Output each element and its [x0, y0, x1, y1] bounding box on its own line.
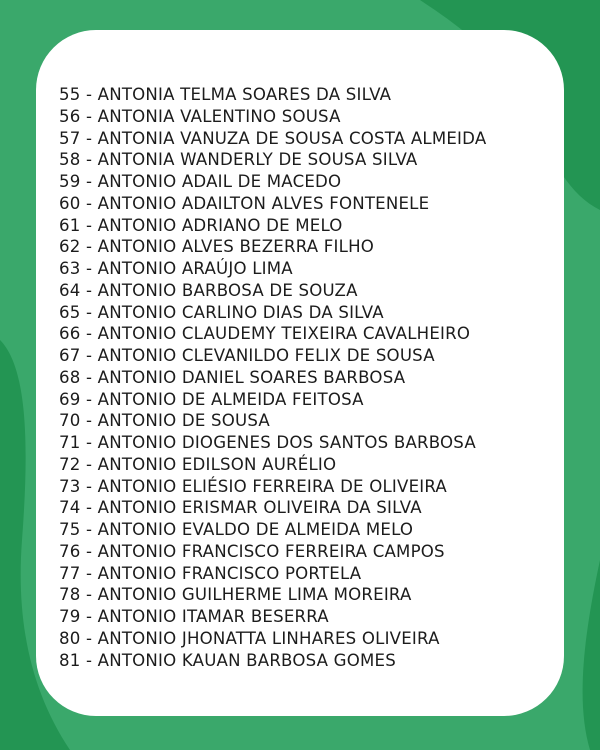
list-item: 75 - ANTONIO EVALDO DE ALMEIDA MELO — [59, 520, 414, 539]
list-item: 62 - ANTONIO ALVES BEZERRA FILHO — [59, 237, 375, 257]
list-item: 80 - ANTONIO JHONATTA LINHARES OLIVEIRA — [59, 628, 440, 648]
list-item: 59 - ANTONIO ADAIL DE MACEDO — [59, 172, 342, 191]
names-list — [59, 84, 486, 671]
list-item: 65 - ANTONIO CARLINO DIAS DA SILVA — [59, 302, 384, 322]
list-item: 77 - ANTONIO FRANCISCO PORTELA — [59, 563, 362, 583]
list-item: 67 - ANTONIO CLEVANILDO FELIX DE SOUSA — [59, 346, 435, 365]
list-item: 78 - ANTONIO GUILHERME LIMA MOREIRA — [59, 585, 412, 605]
list-item: 72 - ANTONIO EDILSON AURÉLIO — [59, 454, 337, 474]
list-item: 57 - ANTONIA VANUZA DE SOUSA COSTA ALMEIDA — [59, 128, 487, 148]
list-item: 60 - ANTONIO ADAILTON ALVES FONTENELE — [59, 193, 430, 213]
list-item: 58 - ANTONIA WANDERLY DE SOUSA SILVA — [59, 150, 418, 170]
list-item: 64 - ANTONIO BARBOSA DE SOUZA — [59, 280, 358, 300]
list-item: 74 - ANTONIO ERISMAR OLIVEIRA DA SILVA — [59, 498, 422, 518]
list-item: 69 - ANTONIO DE ALMEIDA FEITOSA — [59, 389, 364, 409]
list-item: 61 - ANTONIO ADRIANO DE MELO — [59, 215, 343, 235]
list-item: 56 - ANTONIA VALENTINO SOUSA — [59, 106, 341, 126]
list-item: 81 - ANTONIO KAUAN BARBOSA GOMES — [59, 650, 396, 670]
list-item: 63 - ANTONIO ARAÚJO LIMA — [59, 259, 293, 278]
list-item: 71 - ANTONIO DIOGENES DOS SANTOS BARBOSA — [59, 433, 476, 452]
list-item: 55 - ANTONIA TELMA SOARES DA SILVA — [59, 85, 392, 104]
bottom-right-wave-shape — [583, 560, 600, 750]
list-item: 68 - ANTONIO DANIEL SOARES BARBOSA — [59, 367, 406, 387]
list-item: 73 - ANTONIO ELIÉSIO FERREIRA DE OLIVEIRA — [59, 476, 447, 496]
list-item: 70 - ANTONIO DE SOUSA — [59, 411, 270, 431]
list-item: 76 - ANTONIO FRANCISCO FERREIRA CAMPOS — [59, 541, 445, 561]
list-item: 66 - ANTONIO CLAUDEMY TEIXEIRA CAVALHEIRO — [59, 324, 471, 344]
list-item: 79 - ANTONIO ITAMAR BESERRA — [59, 607, 329, 626]
